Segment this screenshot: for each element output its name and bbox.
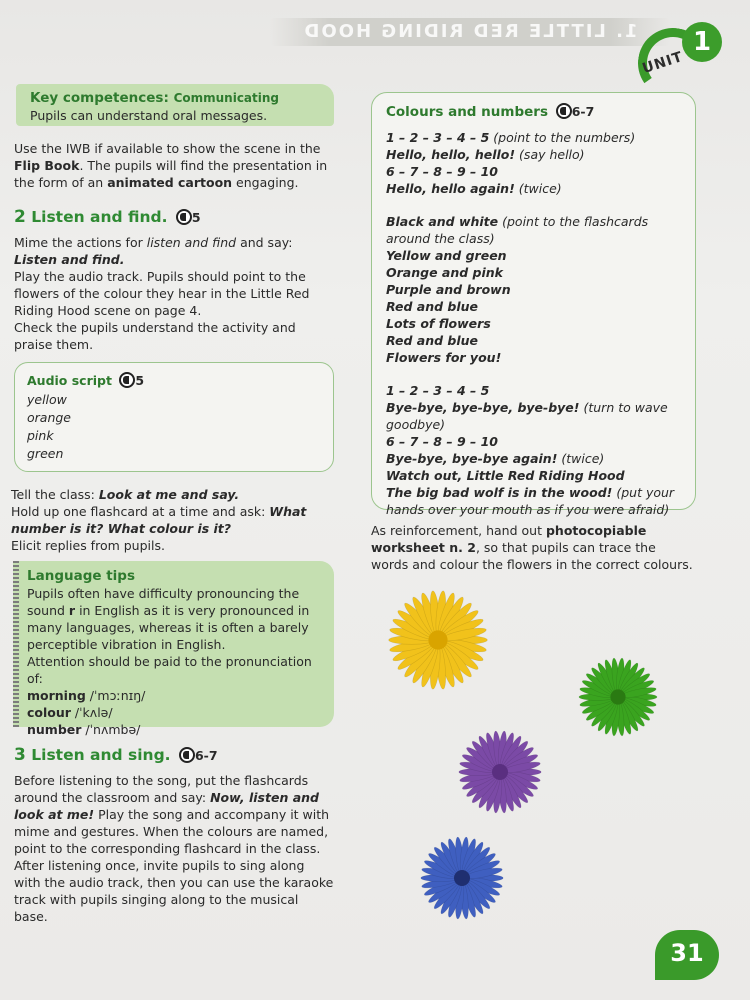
song-line: 1 – 2 – 3 – 4 – 5 <box>386 383 490 399</box>
language-tips-text: Pupils often have difficulty pronouncing the sound r in English as it is very pronounced in many languages, whereas it is often a barely perceptible vibration in English. <box>27 586 310 653</box>
language-tips-title: Language tips <box>27 568 136 584</box>
section-3-paragraph-2: After listening once, invite pupils to sing along with the audio track, then you can use the karaoke track with pupils singing along to the musical base. <box>14 858 334 924</box>
song-line: Flowers for you! <box>386 350 502 366</box>
key-competences-title <box>30 89 320 107</box>
audio-cd-icon <box>176 209 192 225</box>
song-line: 1 – 2 – 3 – 4 – 5 (point to the numbers) <box>386 130 636 146</box>
song-line: Hello, hello again! (twice) <box>386 181 562 197</box>
song-line: Yellow and green <box>386 248 507 264</box>
audio-cd-icon <box>119 372 135 388</box>
tell-line-3: Elicit replies from pupils. <box>11 538 165 553</box>
section-3-track: 6-7 <box>194 748 218 763</box>
song-line: Bye-bye, bye-bye, bye-bye! (turn to wave goodbye) <box>386 400 668 433</box>
key-competences-text: Pupils can understand oral messages. <box>30 108 268 124</box>
notebook-stripe <box>13 561 19 727</box>
section-3-heading <box>14 744 218 767</box>
audio-script-title: Audio script 5 <box>27 373 145 388</box>
section-3-paragraph-1: Before listening to the song, put the flashcards around the classroom and say: Now, listen and look at me! Play the song and accompany it with mime and gestures. When the colours are named, point to the corresponding flashcard in the class. <box>14 773 330 856</box>
mirrored-header-banner <box>270 18 670 46</box>
pronunciation-item: number /ˈnʌmbə/ <box>27 722 141 738</box>
kc-label: Key competences: <box>30 90 169 106</box>
song-line: Red and blue <box>386 299 479 315</box>
unit-number: 1 <box>682 22 722 62</box>
kc-subtitle: Communicating <box>173 91 280 105</box>
song-line: Red and blue <box>386 333 479 349</box>
audio-cd-icon <box>179 747 195 763</box>
key-competences-box <box>16 84 334 126</box>
song-line: Orange and pink <box>386 265 503 281</box>
section-2-line-2: Listen and find. <box>14 252 125 267</box>
section-2-heading <box>14 206 201 229</box>
section-2-title: Listen and find. <box>31 208 168 226</box>
audio-item: pink <box>27 428 54 444</box>
section-2-line-1: Mime the actions for listen and find and say: <box>14 235 293 250</box>
audio-item: green <box>27 446 64 462</box>
section-2-line-4: Check the pupils understand the activity and praise them. <box>14 320 296 352</box>
language-tips-box <box>13 561 334 738</box>
tell-line-2: Hold up one flashcard at a time and ask: What number is it? What colour is it? <box>11 504 307 536</box>
tell-class-block <box>11 486 335 554</box>
song-line: Watch out, Little Red Riding Hood <box>386 468 625 484</box>
reinforcement-paragraph: As reinforcement, hand out photocopiable worksheet n. 2, so that pupils can trace the words and colour the flowers in the correct colours. <box>371 523 693 572</box>
section-3-body <box>14 772 334 925</box>
green-flower <box>579 658 657 737</box>
audio-item: yellow <box>27 392 67 407</box>
song-line: 6 – 7 – 8 – 9 – 10 <box>386 164 498 180</box>
purple-flower <box>459 731 541 814</box>
pronunciation-item: colour /ˈkʌlə/ <box>27 705 113 721</box>
section-2-number: 2 <box>14 207 26 227</box>
song-line: Black and white (point to the flashcards around the class) <box>386 214 649 247</box>
colours-song-box <box>371 92 696 518</box>
section-2-track: 5 <box>191 210 201 225</box>
colours-song-title: Colours and numbers 6-7 <box>386 104 595 120</box>
song-line: The big bad wolf is in the wood! (put your hands over your mouth as if you were afraid) <box>386 485 675 518</box>
mirrored-header-text: 1. LITTLE RED RIDING HOOD <box>302 21 638 42</box>
language-tips-attention: Attention should be paid to the pronunciation of: <box>27 654 312 687</box>
song-line: 6 – 7 – 8 – 9 – 10 <box>386 434 498 450</box>
audio-item: orange <box>27 410 71 426</box>
song-line: Bye-bye, bye-bye again! (twice) <box>386 451 605 467</box>
pronunciation-item: morning /ˈmɔːnɪŋ/ <box>27 688 146 704</box>
tell-line-1: Tell the class: Look at me and say. <box>11 487 240 502</box>
yellow-flower <box>389 590 488 689</box>
section-3-title: Listen and sing. <box>31 746 171 764</box>
audio-cd-icon <box>556 103 572 119</box>
blue-flower <box>421 837 503 920</box>
audio-script-box <box>14 362 334 472</box>
section-2-line-3: Play the audio track. Pupils should point to the flowers of the colour they hear in the Little Red Riding Hood scene on page 4. <box>14 269 310 318</box>
song-line: Hello, hello, hello! (say hello) <box>386 147 585 163</box>
intro-paragraph: Use the IWB if available to show the scene in the Flip Book. The pupils will find the presentation in the form of an animated cartoon engaging. <box>14 141 328 190</box>
song-line: Lots of flowers <box>386 316 491 332</box>
page-number: 31 <box>655 930 719 980</box>
song-line: Purple and brown <box>386 282 511 298</box>
unit-label: UNIT <box>640 48 686 78</box>
section-3-number: 3 <box>14 745 26 765</box>
song-lyrics <box>386 129 681 518</box>
unit-badge <box>638 22 730 82</box>
flowers-illustration <box>380 590 680 920</box>
section-2-body <box>14 234 336 353</box>
